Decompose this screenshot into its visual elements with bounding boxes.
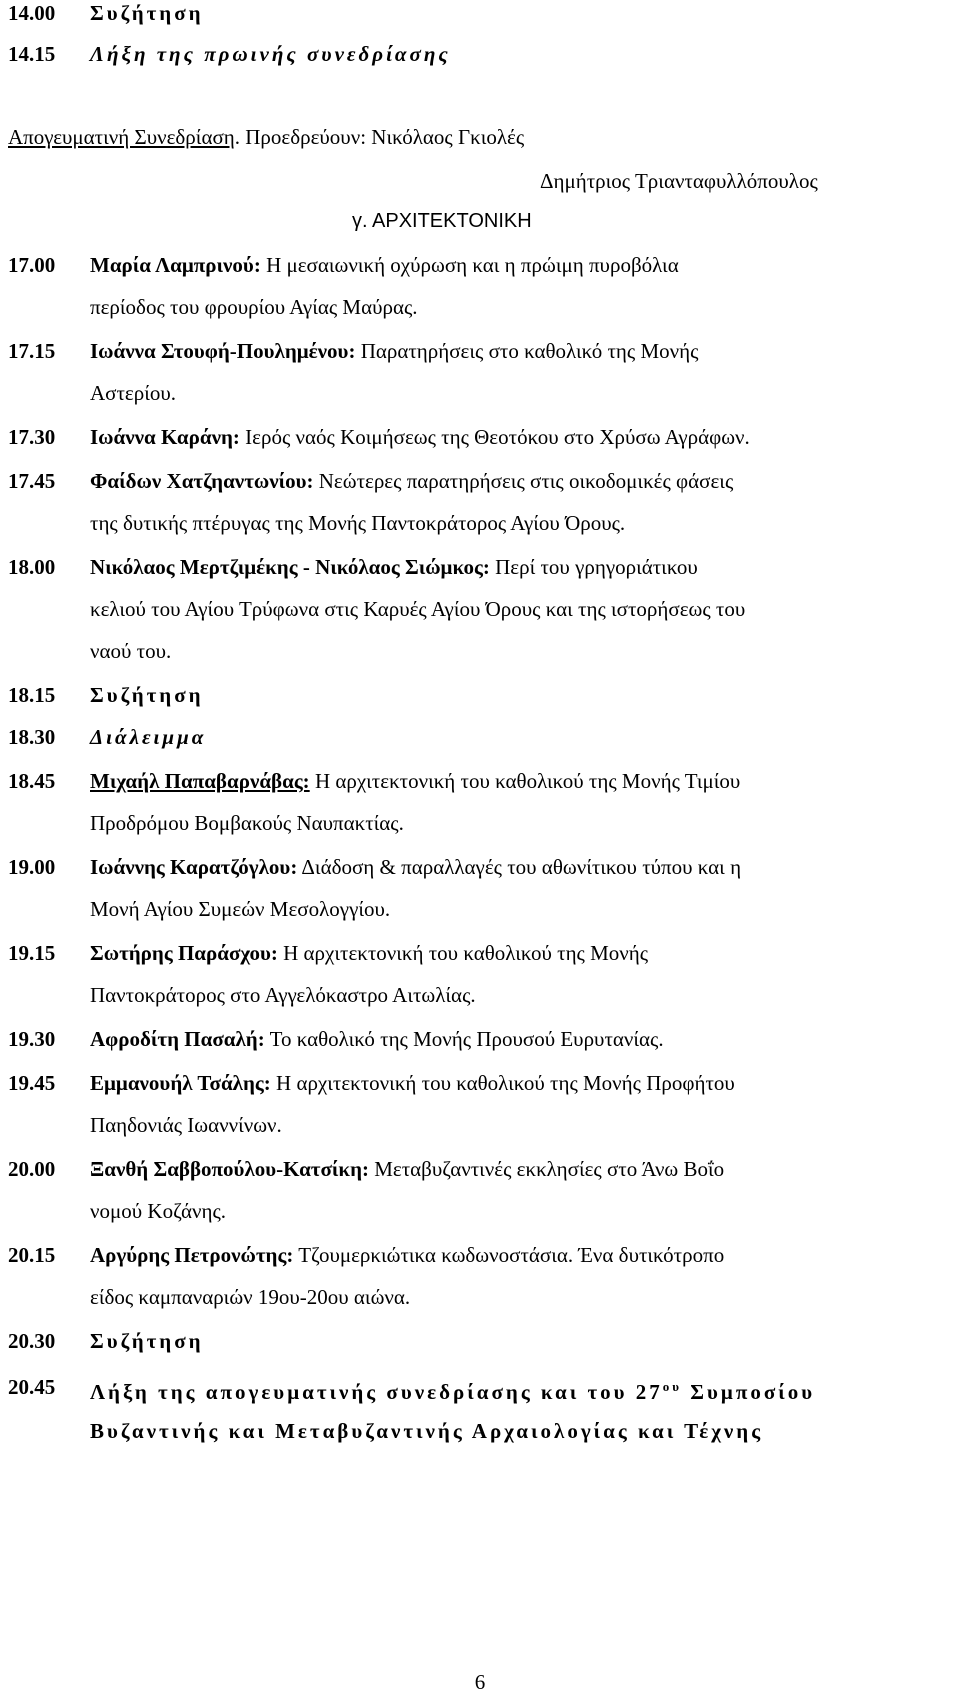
item-discussion-2 [90,682,204,708]
closing-text-a: Λήξη της απογευματινής συνεδρίασης και του 27 [90,1380,663,1404]
speaker: Αφροδίτη Πασαλή: [90,1027,265,1051]
item-discussion-3 [90,1328,204,1354]
talk-1715-cont: Αστερίου. [90,381,177,405]
time-1400: 14.00 [8,1,56,25]
talk-1800 [90,554,698,580]
title: Η αρχιτεκτονική του καθολικού της Μονής Προφήτου [270,1071,735,1095]
item-morning-end [90,41,451,67]
speaker: Μιχαήλ Παπαβαρνάβας: [90,769,310,793]
afternoon-heading-line [8,124,524,150]
time-1915: 19.15 [8,941,56,965]
discussion-label: Συζήτηση [90,683,204,707]
time-1415: 14.15 [8,42,56,66]
talk-1945-cont: Παηδονιάς Ιωαννίνων. [90,1113,282,1137]
closing-text-b: Συμποσίου [682,1380,816,1404]
break-label: Διάλειμμα [90,725,207,749]
talk-1945 [90,1070,735,1096]
speaker: Φαίδων Χατζηαντωνίου: [90,469,314,493]
page-number: 6 [474,1670,486,1694]
talk-1700-cont: περίοδος του φρουρίου Αγίας Μαύρας. [90,295,418,319]
speaker: Νικόλαος Μερτζιμέκης - Νικόλαος Σιώμκος: [90,555,490,579]
closing-line-1 [90,1374,815,1405]
talk-1730 [90,424,750,450]
title: Η αρχιτεκτονική του καθολικού της Μονής [277,941,649,965]
title: Περί του γρηγοριάτικου [489,555,698,579]
title: Μεταβυζαντινές εκκλησίες στο Άνω Βοΐο [369,1157,725,1181]
chair-2: Δημήτριος Τριανταφυλλόπουλος [540,169,818,193]
title: Ιερός ναός Κοιμήσεως της Θεοτόκου στο Χρύσω Αγράφων. [239,425,750,449]
talk-2000-cont: νομού Κοζάνης. [90,1199,227,1223]
talk-1900-cont: Μονή Αγίου Συμεών Μεσολογγίου. [90,897,391,921]
discussion-label: Συζήτηση [90,1,204,25]
talk-1930 [90,1026,664,1052]
talk-1745-cont: της δυτικής πτέρυγας της Μονής Παντοκράτορος Αγίου Όρους. [90,511,626,535]
time-1715: 17.15 [8,339,56,363]
closing-line-2: Βυζαντινής και Μεταβυζαντινής Αρχαιολογίας και Τέχνης [90,1419,764,1443]
talk-1745 [90,468,733,494]
talk-1800-cont2: ναού του. [90,639,172,663]
speaker: Αργύρης Πετρονώτης: [90,1243,294,1267]
talk-1845-cont: Προδρόμου Βομβακούς Ναυπακτίας. [90,811,404,835]
title: Διάδοση & παραλλαγές του αθωνίτικου τύπου και η [297,855,742,879]
speaker: Ιωάννα Καράνη: [90,425,240,449]
closing-sup: ου [662,1379,683,1394]
item-discussion [90,0,204,26]
title: Η αρχιτεκτονική του καθολικού της Μονής Τιμίου [309,769,741,793]
talk-1715 [90,338,698,364]
time-1900: 19.00 [8,855,56,879]
discussion-label: Συζήτηση [90,1329,204,1353]
time-1700: 17.00 [8,253,56,277]
time-1930: 19.30 [8,1027,56,1051]
speaker: Σωτήρης Παράσχου: [90,941,278,965]
talk-1915 [90,940,648,966]
time-1745: 17.45 [8,469,56,493]
time-2030: 20.30 [8,1329,56,1353]
morning-end-label: Λήξη της πρωινής συνεδρίασης [90,42,451,66]
time-1945: 19.45 [8,1071,56,1095]
time-2045: 20.45 [8,1375,56,1399]
title: Το καθολικό της Μονής Προυσού Ευρυτανίας. [264,1027,664,1051]
speaker: Ξανθή Σαββοπούλου-Κατσίκη: [90,1157,369,1181]
talk-1800-cont: κελιού του Αγίου Τρύφωνα στις Καρυές Αγίου Όρους και της ιστορήσεως του [90,597,746,621]
chairs-label: . Προεδρεύουν: Νικόλαος Γκιολές [234,125,525,149]
talk-1915-cont: Παντοκράτορος στο Αγγελόκαστρο Αιτωλίας. [90,983,476,1007]
speaker: Ιωάννης Καρατζόγλου: [90,855,298,879]
title: Νεώτερες παρατηρήσεις στις οικοδομικές φάσεις [313,469,734,493]
title: Η μεσαιωνική οχύρωση και η πρώιμη πυροβόλια [260,253,679,277]
talk-1700 [90,252,679,278]
time-1800: 18.00 [8,555,56,579]
time-2000: 20.00 [8,1157,56,1181]
talk-1900 [90,854,741,880]
time-2015: 20.15 [8,1243,56,1267]
time-1845: 18.45 [8,769,56,793]
talk-2015 [90,1242,724,1268]
time-1830: 18.30 [8,725,56,749]
talk-2015-cont: είδος καμπαναριών 19ου-20ου αιώνα. [90,1285,411,1309]
time-1730: 17.30 [8,425,56,449]
speaker: Ιωάννα Στουφή-Πουλημένου: [90,339,356,363]
section-title: γ. ΑΡΧΙΤΕΚΤΟΝΙΚΗ [352,210,532,232]
talk-1845 [90,768,740,794]
item-break [90,724,206,750]
time-1815: 18.15 [8,683,56,707]
talk-2000 [90,1156,724,1182]
title: Τζουμερκιώτικα κωδωνοστάσια. Ένα δυτικότροπο [293,1243,725,1267]
title: Παρατηρήσεις στο καθολικό της Μονής [355,339,699,363]
afternoon-heading: Απογευματινή Συνεδρίαση [8,125,235,149]
speaker: Εμμανουήλ Τσάλης: [90,1071,271,1095]
speaker: Μαρία Λαμπρινού: [90,253,261,277]
